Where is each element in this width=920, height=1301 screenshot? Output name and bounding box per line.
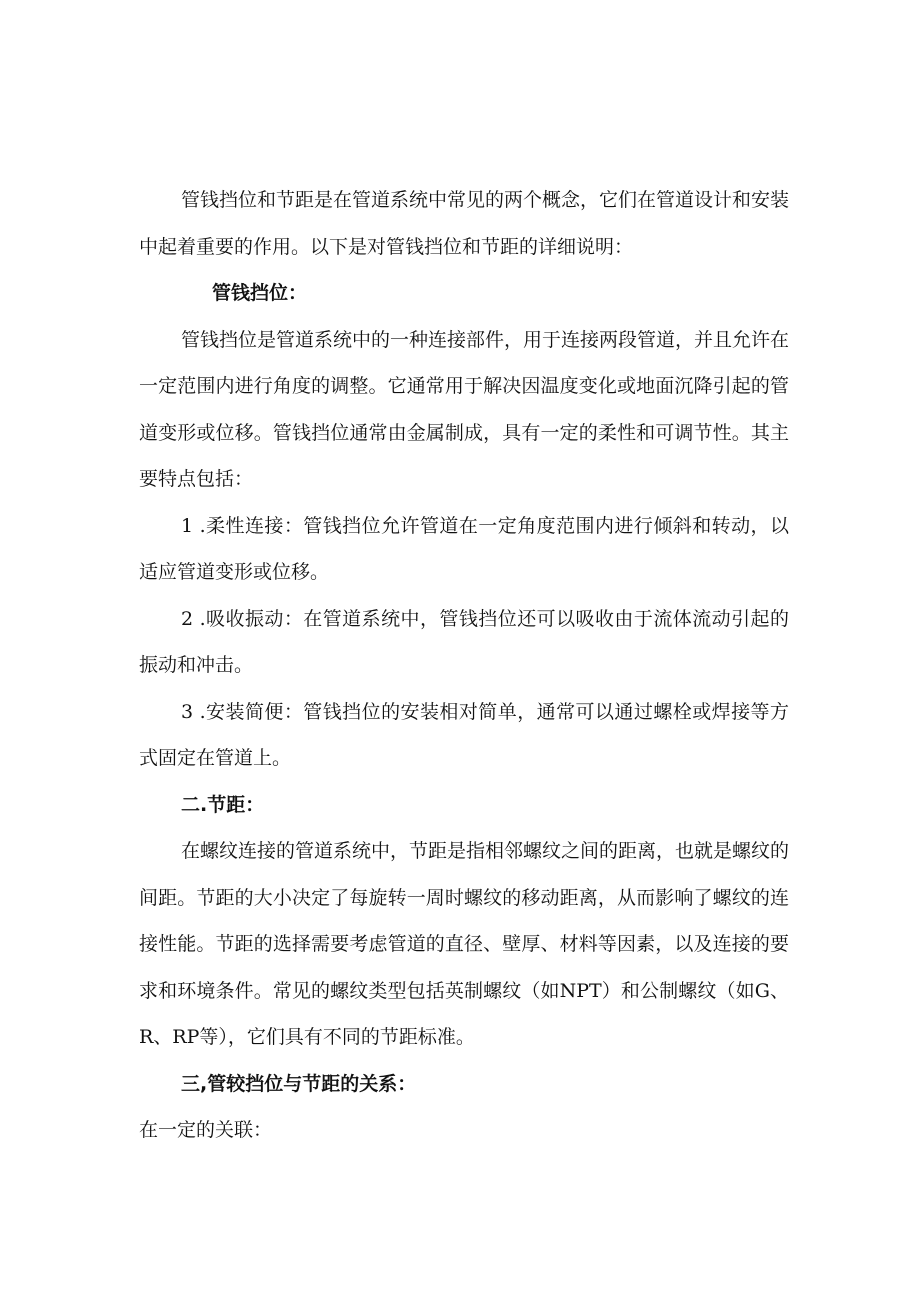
section1-heading: 管钱挡位： xyxy=(212,282,308,304)
list-item: 1 .柔性连接：管钱挡位允许管道在一定角度范围内进行倾斜和转动，以适应管道变形或位移。 xyxy=(139,514,789,583)
section1-paragraph: 管钱挡位是管道系统中的一种连接部件，用于连接两段管道，并且允许在一定范围内进行角度的调整。它通常用于解决因温度变化或地面沉降引起的管道变形或位移。管钱挡位通常由金属制成，具有一定的柔性和可调节性。其主要特点包括： xyxy=(139,328,790,490)
section3-paragraph: 在一定的关联： xyxy=(139,1119,273,1141)
list-item: 2 .吸收振动：在管道系统中，管钱挡位还可以吸收由于流体流动引起的振动和冲击。 xyxy=(139,607,789,676)
document-page xyxy=(139,177,789,1154)
list-item: 3 .安装简便：管钱挡位的安装相对简单，通常可以通过螺栓或焊接等方式固定在管道上。 xyxy=(139,700,789,769)
section3-heading: 三,管较挡位与节距的关系： xyxy=(181,1072,417,1095)
section2-paragraph: 在螺纹连接的管道系统中，节距是指相邻螺纹之间的距离，也就是螺纹的间距。节距的大小决定了每旋转一周时螺纹的移动距离，从而影响了螺纹的连接性能。节距的选择需要考虑管道的直径、壁厚、材料等因素，以及连接的要求和环境条件。常见的螺纹类型包括英制螺纹（如NPT）和公制螺纹（如G、R、RP等），它们具有不同的节距标准。 xyxy=(139,840,790,1048)
intro-paragraph: 管钱挡位和节距是在管道系统中常见的两个概念，它们在管道设计和安装中起着重要的作用。以下是对管钱挡位和节距的详细说明： xyxy=(139,189,790,258)
section2-heading: 二.节距： xyxy=(181,793,265,816)
